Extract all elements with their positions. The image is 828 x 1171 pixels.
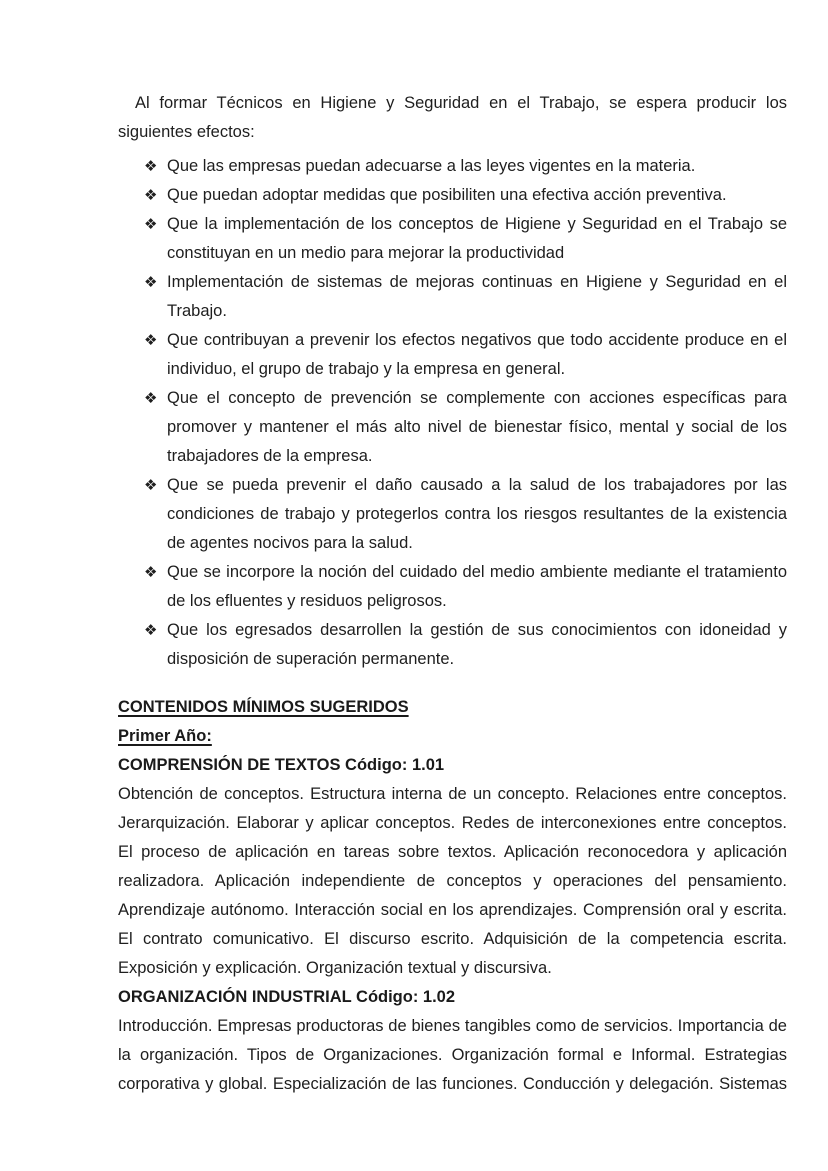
diamond-bullet-icon: ❖ [144,216,158,233]
diamond-bullet-icon: ❖ [144,564,158,581]
document-content [118,89,787,1099]
bullet-text: Que contribuyan a prevenir los efectos negativos que todo accidente produce en el individuo, el grupo de trabajo y la empresa en general. [167,331,787,378]
bullet-text: Que las empresas puedan adecuarse a las leyes vigentes en la materia. [167,157,696,175]
bullet-text: Que la implementación de los conceptos de Higiene y Seguridad en el Trabajo se constituyan en un medio para mejorar la productividad [167,215,787,262]
bullet-text: Implementación de sistemas de mejoras continuas en Higiene y Seguridad en el Trabajo. [167,273,787,320]
bullet-item [118,210,787,268]
bullet-item [118,558,787,616]
section-heading: CONTENIDOS MÍNIMOS SUGERIDOS [118,698,409,716]
bullet-text: Que se incorpore la noción del cuidado del medio ambiente mediante el tratamiento de los efluentes y residuos peligrosos. [167,563,787,610]
course-title-organizacion-industrial: ORGANIZACIÓN INDUSTRIAL Código: 1.02 [118,988,456,1006]
bullet-text: Que el concepto de prevención se complemente con acciones específicas para promover y mantener el más alto nivel de bienestar físico, mental y social de los trabajadores de la empresa. [167,389,787,465]
course-body-comprension-de-textos: Obtención de conceptos. Estructura interna de un concepto. Relaciones entre conceptos. Jerarquización. Elaborar y aplicar conceptos. Redes de interconexiones entre conceptos. El proceso de aplicación en tareas sobre textos. Aplicación reconocedora y aplicación realizadora. Aplicación independiente de conceptos y operaciones del pensamiento. Aprendizaje autónomo. Interacción social en los aprendizajes. Comprensión oral y escrita. El contrato comunicativo. El discurso escrito. Adquisición de la competencia escrita. Exposición y explicación. Organización textual y discursiva. [118,785,787,977]
bullet-list [118,152,787,674]
bullet-item [118,268,787,326]
diamond-bullet-icon: ❖ [144,332,158,349]
diamond-bullet-icon: ❖ [144,158,158,175]
diamond-bullet-icon: ❖ [144,390,158,407]
bullet-item [118,471,787,558]
diamond-bullet-icon: ❖ [144,622,158,639]
year-subheading: Primer Año: [118,727,212,745]
course-title-comprension-de-textos: COMPRENSIÓN DE TEXTOS Código: 1.01 [118,756,445,774]
diamond-bullet-icon: ❖ [144,274,158,291]
bullet-item [118,181,787,210]
diamond-bullet-icon: ❖ [144,187,158,204]
bullet-text: Que se pueda prevenir el daño causado a la salud de los trabajadores por las condiciones de trabajo y protegerlos contra los riesgos resultantes de la existencia de agentes nocivos para la salud. [167,476,787,552]
bullet-item [118,326,787,384]
bullet-item [118,384,787,471]
diamond-bullet-icon: ❖ [144,477,158,494]
bullet-text: Que los egresados desarrollen la gestión de sus conocimientos con idoneidad y disposición de superación permanente. [167,621,787,668]
bullet-text: Que puedan adoptar medidas que posibiliten una efectiva acción preventiva. [167,186,727,204]
bullet-item [118,152,787,181]
bullet-item [118,616,787,674]
course-body-organizacion-industrial: Introducción. Empresas productoras de bienes tangibles como de servicios. Importancia de la organización. Tipos de Organizaciones. Organización formal e Informal. Estrategias corporativa y global. Especialización de las funciones. Conducción y delegación. Sistemas [118,1017,787,1093]
intro-paragraph: Al formar Técnicos en Higiene y Seguridad en el Trabajo, se espera producir los siguientes efectos: [118,94,787,141]
